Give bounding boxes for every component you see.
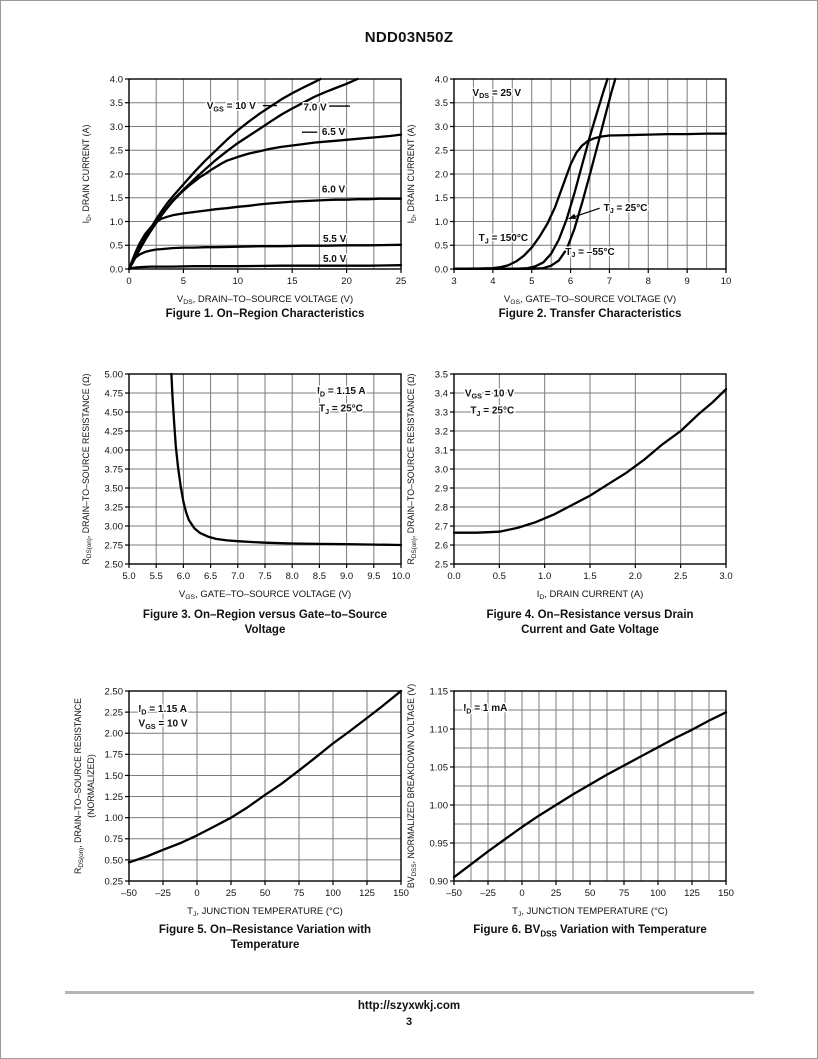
svg-text:0: 0: [519, 888, 525, 899]
svg-text:1.00: 1.00: [429, 800, 448, 812]
svg-text:0.0: 0.0: [109, 264, 123, 276]
svg-text:TJ = 25°C: $T_J = 25^\circ C$: [603, 202, 648, 215]
svg-text:4.0: 4.0: [109, 74, 123, 86]
svg-text:TJ = 150°C: $T_J = 150^\circ C$: [478, 233, 529, 246]
svg-text:3.0: 3.0: [109, 121, 123, 133]
svg-text:6: 6: [567, 276, 574, 287]
figure2-transfer-chart: [386, 69, 732, 305]
svg-text:125: 125: [359, 888, 375, 899]
svg-text:0.5: 0.5: [109, 240, 123, 252]
page-title: NDD03N50Z: [364, 29, 454, 46]
svg-text:25: 25: [550, 888, 562, 899]
svg-text:2.5: 2.5: [434, 145, 448, 157]
svg-text:10.0: 10.0: [391, 571, 411, 582]
figure5-caption: Figure 5. On–Resistance Variation with Temperature: [158, 924, 372, 951]
svg-text:3.2: 3.2: [434, 426, 448, 438]
figure5-rdson-vs-temp-chart: [61, 681, 407, 917]
svg-text:2.5: 2.5: [674, 571, 688, 582]
svg-text:3.75: 3.75: [104, 464, 123, 476]
svg-text:2.00: 2.00: [104, 728, 123, 740]
figure3-caption: Figure 3. On–Region versus Gate–to–Source Voltage: [142, 609, 388, 636]
svg-text:TJ = –55°C: $T_J = -55^\circ C$: [565, 246, 615, 260]
svg-text:RDS(on), DRAIN–TO–SOURCE RESIS: $R_{DS(on)}$, DRAIN–TO–SOURCE RESISTANCE (Ω): [81, 373, 93, 565]
svg-text:VDS = 25 V: $V_{DS} = 25$ V: [472, 87, 522, 100]
svg-text:3.25: 3.25: [104, 502, 123, 514]
svg-text:RDS(on), DRAIN–TO–SOURCE RESIS: $R_{DS(on)}$, DRAIN–TO–SOURCE RESISTANCE (Ω): [406, 373, 418, 565]
svg-text:BVDSS, NORMALIZED BREAKDOWN VO: $BV_{DSS}$, NORMALIZED BREAKDOWN VOLTAGE (V): [406, 683, 418, 889]
svg-text:7.0: 7.0: [231, 571, 245, 582]
svg-text:2.6: 2.6: [434, 540, 448, 552]
svg-text:25: 25: [395, 276, 407, 287]
svg-text:TJ, JUNCTION TEMPERATURE (°C): $T_J$, JUNCTION TEMPERATURE (°C): [512, 906, 668, 919]
svg-text:0.5: 0.5: [492, 571, 506, 582]
svg-text:2.50: 2.50: [104, 559, 123, 571]
svg-text:–25: –25: [480, 888, 496, 899]
svg-text:10: 10: [232, 276, 244, 287]
svg-text:9.0: 9.0: [339, 571, 354, 582]
svg-text:1.10: 1.10: [429, 724, 448, 736]
svg-text:RDS(on), DRAIN–TO–SOURCE RESIS: $R_{DS(on)}$, DRAIN–TO–SOURCE RESISTANCE: [73, 697, 85, 875]
svg-text:VDS, DRAIN–TO–SOURCE VOLTAGE (: $V_{DS}$, DRAIN–TO–SOURCE VOLTAGE (V): [176, 294, 354, 307]
svg-text:1.0: 1.0: [109, 216, 123, 228]
figure1-on-region-chart: [61, 69, 407, 305]
svg-text:8.0: 8.0: [285, 571, 299, 582]
svg-text:2.5: 2.5: [434, 559, 448, 571]
footer-url: http://szyxwkj.com: [357, 1000, 461, 1012]
svg-text:4.50: 4.50: [104, 407, 123, 419]
svg-text:3.3: 3.3: [434, 407, 448, 419]
svg-text:0.5: 0.5: [434, 240, 448, 252]
svg-text:125: 125: [684, 888, 700, 899]
svg-text:4.75: 4.75: [104, 388, 123, 400]
svg-text:6.0: 6.0: [176, 571, 191, 582]
svg-text:3: 3: [451, 276, 457, 287]
svg-text:9.5: 9.5: [367, 571, 381, 582]
svg-text:1.75: 1.75: [104, 749, 123, 761]
svg-text:5: 5: [180, 276, 187, 287]
svg-text:75: 75: [293, 888, 305, 899]
svg-text:50: 50: [584, 888, 596, 899]
svg-text:9: 9: [684, 276, 690, 287]
svg-text:4: 4: [490, 276, 496, 287]
svg-text:3.0: 3.0: [719, 571, 733, 582]
svg-text:0.0: 0.0: [434, 264, 448, 276]
svg-text:4.25: 4.25: [104, 426, 123, 438]
footer-divider: [65, 991, 754, 994]
svg-text:0.95: 0.95: [429, 838, 448, 850]
svg-text:VGS = 10 V: $V_{GS} = 10$ V: [464, 388, 514, 401]
svg-text:2.75: 2.75: [104, 540, 123, 552]
svg-text:VGS = 10 V: $V_{GS} = 10$ V: [206, 101, 256, 114]
svg-text:2.0: 2.0: [109, 169, 123, 181]
svg-text:5.0: 5.0: [122, 571, 136, 582]
svg-text:–50: –50: [446, 888, 462, 899]
svg-text:ID = 1.15 A: $I_D = 1.15$ A: [317, 386, 366, 399]
svg-text:ID, DRAIN CURRENT (A): $I_D$, DRAIN CURRENT (A): [81, 124, 93, 224]
svg-text:4.00: 4.00: [104, 445, 123, 457]
svg-text:3.5: 3.5: [109, 98, 123, 110]
svg-text:100: 100: [325, 888, 341, 899]
figure3-rdson-vs-vgs-chart: [61, 364, 411, 602]
svg-text:50: 50: [259, 888, 271, 899]
svg-text:1.15: 1.15: [429, 686, 448, 698]
svg-text:3.5: 3.5: [434, 369, 448, 381]
svg-text:ID = 1.15 A: $I_D = 1.15$ A: [138, 704, 188, 717]
svg-text:2.9: 2.9: [434, 483, 448, 495]
svg-text:(NORMALIZED): (NORMALIZED): [86, 754, 96, 818]
svg-text:25: 25: [225, 888, 237, 899]
svg-text:2.8: 2.8: [434, 502, 448, 514]
svg-text:5.0 V: 5.0 V: [322, 254, 347, 266]
page-number: 3: [405, 1016, 413, 1028]
figure6-caption: Figure 6. $BV_{DSS}$ Variation with Temperature: [473, 924, 707, 939]
svg-text:ID = 1 mA: $I_D = 1$ mA: [463, 703, 508, 716]
svg-text:3.5: 3.5: [434, 98, 448, 110]
svg-text:TJ = 25°C: $T_J = 25^\circ C$: [470, 405, 515, 418]
figure6-bvdss-vs-temp-chart: [386, 681, 732, 917]
svg-text:5: 5: [529, 276, 535, 287]
svg-text:1.5: 1.5: [583, 571, 597, 582]
figure4-caption: Figure 4. On–Resistance versus Drain Current and Gate Voltage: [486, 609, 694, 636]
svg-text:6.5: 6.5: [203, 571, 218, 582]
svg-text:0.75: 0.75: [104, 834, 123, 846]
svg-text:0.0: 0.0: [447, 571, 461, 582]
svg-text:4.0: 4.0: [434, 74, 448, 86]
svg-text:3.0: 3.0: [434, 464, 448, 476]
svg-text:8.5: 8.5: [312, 571, 327, 582]
svg-text:2.25: 2.25: [104, 707, 123, 719]
figure1-caption: Figure 1. On–Region Characteristics: [165, 308, 365, 320]
figure4-rdson-vs-id-chart: [386, 364, 732, 600]
svg-text:2.0: 2.0: [628, 571, 642, 582]
svg-text:1.5: 1.5: [434, 193, 448, 205]
svg-text:0: 0: [194, 888, 200, 899]
svg-text:1.5: 1.5: [109, 193, 123, 205]
svg-text:2.0: 2.0: [434, 169, 448, 181]
svg-text:15: 15: [286, 276, 298, 287]
svg-text:7: 7: [606, 276, 613, 287]
svg-text:TJ = 25°C: $T_J = 25^\circ C$: [319, 403, 363, 416]
svg-text:VGS, GATE–TO–SOURCE VOLTAGE (V: $V_{GS}$, GATE–TO–SOURCE VOLTAGE (V): [503, 294, 677, 307]
svg-text:1.25: 1.25: [104, 791, 123, 803]
svg-text:150: 150: [393, 888, 409, 899]
svg-text:VGS, GATE–TO–SOURCE VOLTAGE (V: $V_{GS}$, GATE–TO–SOURCE VOLTAGE (V): [178, 589, 352, 602]
svg-text:0.25: 0.25: [104, 876, 123, 888]
svg-text:6.5 V: 6.5 V: [321, 126, 346, 138]
svg-text:VGS = 10 V: $V_{GS} = 10$ V: [138, 718, 188, 731]
svg-text:1.50: 1.50: [104, 770, 123, 782]
svg-text:3.50: 3.50: [104, 483, 123, 495]
svg-text:8: 8: [645, 276, 651, 287]
svg-text:TJ, JUNCTION TEMPERATURE (°C): $T_J$, JUNCTION TEMPERATURE (°C): [187, 906, 343, 919]
svg-text:5.00: 5.00: [104, 369, 123, 381]
svg-text:2.50: 2.50: [104, 686, 123, 698]
svg-text:ID, DRAIN CURRENT (A): $I_D$, DRAIN CURRENT (A): [406, 124, 418, 224]
svg-text:3.1: 3.1: [434, 445, 448, 457]
svg-text:0: 0: [126, 276, 132, 287]
svg-text:3.00: 3.00: [104, 521, 123, 533]
svg-text:0.50: 0.50: [104, 855, 123, 867]
svg-text:1.0: 1.0: [434, 216, 448, 228]
svg-text:2.7: 2.7: [434, 521, 448, 533]
svg-text:3.0: 3.0: [434, 121, 448, 133]
svg-text:5.5: 5.5: [149, 571, 163, 582]
svg-text:75: 75: [618, 888, 630, 899]
svg-text:3.4: 3.4: [434, 388, 448, 400]
svg-text:10: 10: [720, 276, 732, 287]
svg-text:5.5 V: 5.5 V: [322, 234, 347, 246]
figure2-caption: Figure 2. Transfer Characteristics: [498, 308, 682, 320]
svg-text:1.05: 1.05: [429, 762, 448, 774]
svg-text:100: 100: [650, 888, 666, 899]
svg-text:1.00: 1.00: [104, 813, 123, 825]
svg-text:1.0: 1.0: [538, 571, 552, 582]
svg-text:7.0 V: 7.0 V: [303, 102, 327, 114]
svg-text:7.5: 7.5: [258, 571, 272, 582]
svg-text:ID, DRAIN CURRENT (A): $I_D$, DRAIN CURRENT (A): [536, 589, 644, 602]
svg-text:2.5: 2.5: [109, 145, 123, 157]
svg-text:6.0 V: 6.0 V: [321, 184, 346, 196]
svg-text:20: 20: [341, 276, 352, 287]
svg-text:150: 150: [718, 888, 734, 899]
svg-text:–50: –50: [121, 888, 137, 899]
svg-text:0.90: 0.90: [429, 876, 448, 888]
svg-text:–25: –25: [155, 888, 171, 899]
